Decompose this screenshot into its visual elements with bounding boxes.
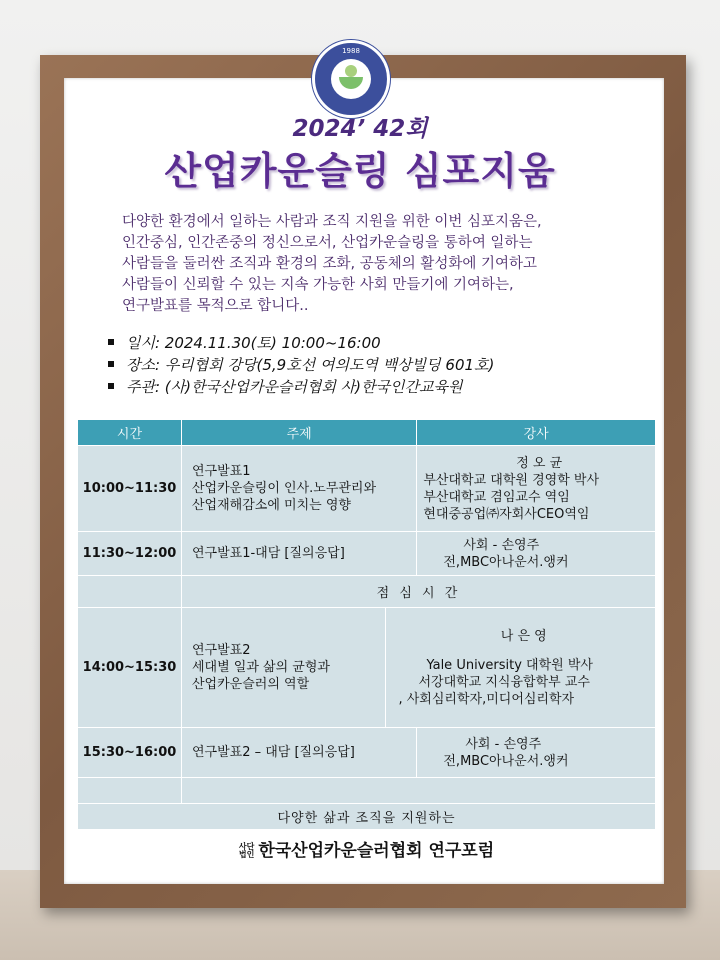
table-row — [78, 608, 656, 728]
schedule-table — [77, 419, 656, 867]
speaker-line: 서강대학교 지식융합학부 교수 — [418, 674, 590, 690]
org-type-line: 법인 — [238, 849, 255, 859]
table-row — [78, 830, 656, 867]
topic-line: 산업카운슬링이 인사.노무관리와 — [191, 481, 377, 496]
empty-cell — [78, 576, 182, 608]
topic-cell — [181, 446, 416, 532]
intro-line: 다양한 환경에서 일하는 사람과 조직 지원을 위한 이번 심포지움은, — [122, 214, 542, 230]
event-info-list — [108, 332, 668, 398]
logo-year: 1988 — [342, 47, 360, 55]
speaker-cell — [417, 728, 656, 778]
topic-line: 산업재해감소에 미치는 영향 — [191, 498, 351, 513]
topic-line: 세대별 일과 삶의 균형과 — [191, 660, 330, 675]
speaker-line: 사회 - 손영주 — [465, 736, 542, 752]
info-place — [108, 354, 668, 376]
place-text: 장소: 우리협회 강당(5,9호선 여의도역 백상빌딩 601호) — [126, 356, 495, 374]
time-cell: 14:00~15:30 — [78, 608, 182, 728]
table-row — [78, 728, 656, 778]
lunch-break: 점 심 시 간 — [181, 576, 655, 608]
event-title: 산업카운슬링 심포지움 — [164, 149, 556, 193]
bullet-icon — [108, 339, 114, 345]
bullet-icon — [108, 361, 114, 367]
topic-line: 산업카운슬러의 역할 — [191, 677, 310, 692]
topic-cell: 연구발표1-대담 [질의응답] — [181, 532, 416, 576]
speaker-line: 전,MBC아나운서.앵커 — [443, 554, 569, 570]
host-text: 주관: (사)한국산업카운슬러협회 사)한국인간교육원 — [126, 378, 463, 396]
empty-cell — [78, 778, 182, 804]
speaker-cell — [417, 446, 656, 532]
speaker-name: 나 은 영 — [500, 628, 547, 644]
speaker-line: 사회 - 손영주 — [463, 537, 540, 553]
speaker-line: , 사회심리학자,미디어심리학자 — [398, 691, 575, 707]
logo-emblem — [331, 59, 371, 99]
time-cell: 10:00~11:30 — [78, 446, 182, 532]
org-type-label — [239, 843, 254, 859]
intro-paragraph — [122, 212, 642, 317]
topic-cell — [181, 608, 385, 728]
speaker-cell — [386, 608, 656, 728]
table-row — [78, 446, 656, 532]
time-cell: 15:30~16:00 — [78, 728, 182, 778]
logo-leaf-icon — [345, 65, 357, 77]
intro-line: 사람들이 신뢰할 수 있는 지속 가능한 사회 만들기에 기여하는, — [122, 277, 514, 293]
speaker-cell — [417, 532, 656, 576]
topic-line: 연구발표2 — [191, 643, 251, 658]
association-logo — [312, 40, 390, 118]
intro-line: 인간중심, 인간존중의 정신으로서, 산업카운슬링을 통하여 일하는 — [122, 235, 533, 251]
header-time: 시간 — [78, 420, 182, 446]
speaker-line: 전,MBC아나운서.앵커 — [443, 753, 569, 769]
table-row — [78, 532, 656, 576]
intro-line: 연구발표를 목적으로 합니다.. — [122, 298, 309, 314]
info-host — [108, 376, 668, 398]
speaker-line: 현대중공업㈜자회사CEO역임 — [423, 506, 590, 522]
info-date — [108, 332, 668, 354]
event-edition: 2024’ 42회 — [292, 116, 428, 142]
table-header — [78, 420, 656, 446]
footer-tagline: 다양한 삶과 조직을 지원하는 — [78, 804, 656, 830]
empty-cell — [181, 778, 655, 804]
date-text: 일시: 2024.11.30(토) 10:00~16:00 — [126, 334, 381, 352]
header-speaker: 강사 — [417, 420, 656, 446]
org-type-line: 사단 — [238, 841, 255, 851]
logo-smile-icon — [339, 77, 363, 89]
time-cell: 11:30~12:00 — [78, 532, 182, 576]
speaker-name: 정 오 균 — [516, 455, 563, 471]
intro-line: 사람들을 둘러싼 조직과 환경의 조화, 공동체의 활성화에 기여하고 — [122, 256, 538, 272]
topic-cell: 연구발표2 – 대담 [질의응답] — [181, 728, 416, 778]
table-row — [78, 778, 656, 804]
table-row — [78, 576, 656, 608]
topic-line: 연구발표1 — [191, 464, 251, 479]
header-topic: 주제 — [181, 420, 416, 446]
org-name: 한국산업카운슬러협회 연구포럼 — [258, 840, 495, 861]
speaker-line: 부산대학교 겸임교수 역임 — [423, 489, 570, 505]
speaker-line: Yale University 대학원 박사 — [426, 657, 593, 673]
speaker-line: 부산대학교 대학원 경영학 박사 — [423, 472, 600, 488]
footer-organization — [78, 830, 656, 867]
table-row — [78, 804, 656, 830]
bullet-icon — [108, 383, 114, 389]
